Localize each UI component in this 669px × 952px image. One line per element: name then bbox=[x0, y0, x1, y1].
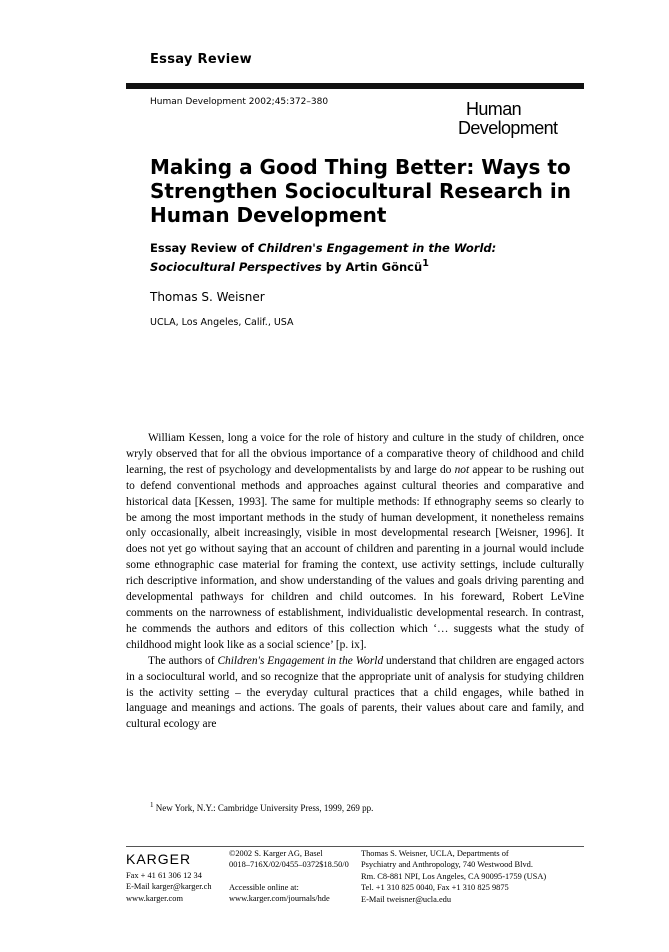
online-access bbox=[229, 882, 330, 905]
issn: 0018–716X/02/0455–0372$18.50/0 bbox=[229, 860, 349, 870]
p1-emphasis: not bbox=[454, 463, 470, 476]
paragraph-1 bbox=[126, 431, 584, 654]
p1-text-b: appear to be rushing out to defend conventional methods and approaches against cultural theories and comparative and historical data [Kessen, 1993]. The same for multiple methods: If ethnography seems so clearly to be among the most important methods in the study of human development, it nonetheless remains only occasionally, albeit increasingly, visible in most developmental research [Weisner, 1996]. It does not yet go without saying that an account of children and parenting in a journal would include some ethnographic case material for framing the context, use activity settings, include culturally rich descriptive information, and show understanding of the values and goals driving parenting and developmental pathways for children and child outcomes. In his foreward, Robert LeVine comments on the narrowness of establishment, individualistic developmental research. In contrast, he commends the authors and editors of this collection which ‘… suggests what the study of childhood might look like as a social science’ [p. ix]. bbox=[126, 463, 584, 651]
book-title: Children's Engagement in the World: Sociocultural Perspectives bbox=[150, 241, 497, 274]
publisher-fax: Fax + 41 61 306 12 34 bbox=[126, 871, 202, 880]
p1-text-a: William Kessen, long a voice for the role of history and culture in the study of children, once wryly observed that for all the obvious importance of a comparative theory of childhood and child learning, the rest of psychology and developmentalists by and large do bbox=[126, 432, 584, 476]
author-name: Thomas S. Weisner bbox=[150, 290, 265, 304]
subtitle-by: by Artin Göncü bbox=[321, 259, 423, 274]
correspondence-address bbox=[361, 848, 591, 905]
author-affiliation: UCLA, Los Angeles, Calif., USA bbox=[150, 317, 294, 328]
publisher-web: www.karger.com bbox=[126, 893, 183, 903]
online-url: www.karger.com/journals/hde bbox=[229, 894, 330, 904]
corr-line: Tel. +1 310 825 0040, Fax +1 310 825 9875 bbox=[361, 883, 509, 893]
section-label: Essay Review bbox=[150, 52, 252, 67]
subtitle-prefix: Essay Review of bbox=[150, 241, 258, 255]
article-title: Making a Good Thing Better: Ways to Strengthen Sociocultural Research in Human Development bbox=[150, 155, 571, 227]
publisher-email: E-Mail karger@karger.ch bbox=[126, 882, 212, 892]
corr-line: Rm. C8-881 NPI, Los Angeles, CA 90095-1759 (USA) bbox=[361, 871, 547, 881]
journal-citation: Human Development 2002;45:372–380 bbox=[150, 97, 329, 107]
copyright: ©2002 S. Karger AG, Basel bbox=[229, 849, 323, 858]
p2-book-title: Children's Engagement in the World bbox=[217, 654, 384, 667]
corr-line: Psychiatry and Anthropology, 740 Westwood Blvd. bbox=[361, 860, 533, 870]
corr-email: E-Mail tweisner@ucla.edu bbox=[361, 894, 452, 904]
p2-text-a: The authors of bbox=[148, 654, 218, 667]
journal-logo bbox=[458, 100, 584, 138]
paragraph-2 bbox=[126, 654, 584, 734]
corr-line: Thomas S. Weisner, UCLA, Departments of bbox=[361, 849, 509, 858]
footnote-text: New York, N.Y.: Cambridge University Press, 1999, 269 pp. bbox=[153, 803, 374, 813]
publisher-contact bbox=[126, 870, 212, 904]
online-label: Accessible online at: bbox=[229, 883, 299, 892]
footnote-marker: 1 bbox=[150, 801, 154, 809]
footnote bbox=[150, 801, 373, 813]
footnote-ref: 1 bbox=[422, 258, 429, 269]
header-rule bbox=[126, 83, 584, 89]
copyright-block bbox=[229, 848, 349, 871]
article-subtitle bbox=[150, 240, 580, 275]
p2-text-b: understand that children are engaged actors in a sociocultural world, and so recognize that the appropriate unit of analysis for studying children is the activity setting – the everyday cultural practices that a child engages, while bathed in language and meanings and actions. The goals of parents, their values about care and family, and cultural ecology are bbox=[126, 654, 585, 731]
body-text bbox=[126, 431, 584, 733]
publisher-logo: KARGER bbox=[126, 851, 192, 867]
logo-line-1: Human bbox=[466, 99, 522, 119]
logo-line-2: Development bbox=[458, 118, 558, 138]
footer-rule bbox=[126, 846, 584, 847]
